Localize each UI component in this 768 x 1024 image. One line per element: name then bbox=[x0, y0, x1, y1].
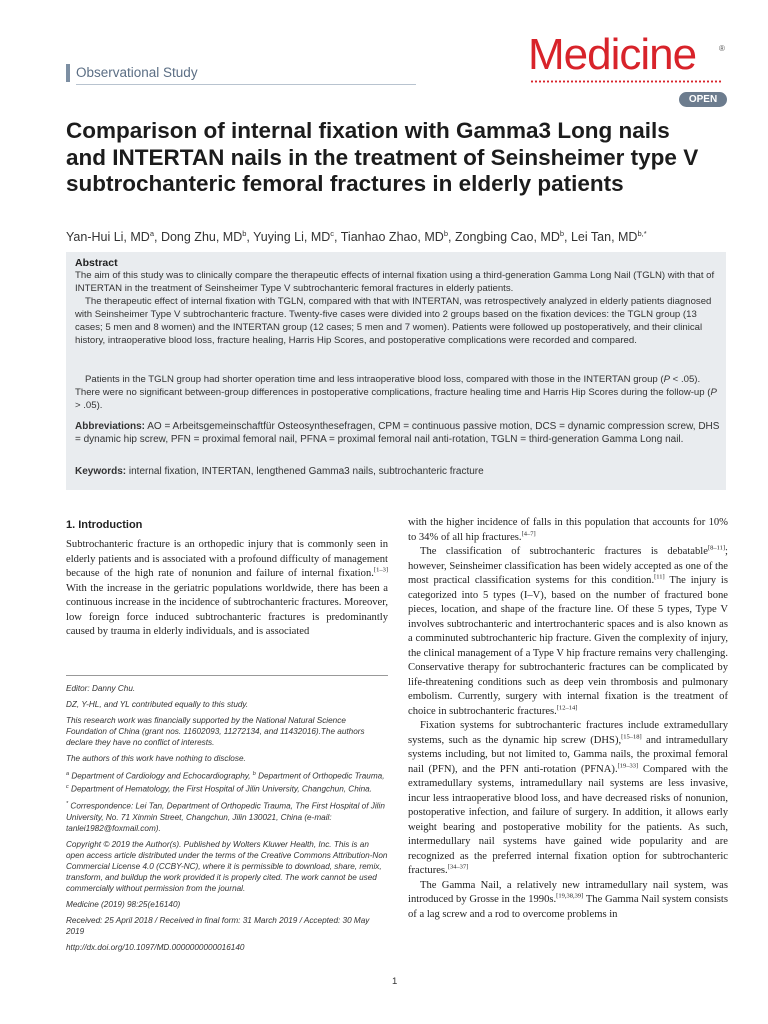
body-text: Fixation systems for subtrochanteric fractures include extramedullary systems, such as the dynamic hip screw (DHS), bbox=[408, 720, 728, 746]
keywords bbox=[75, 466, 725, 479]
footnote-dates: Received: 25 April 2018 / Received in final form: 31 March 2019 / Accepted: 30 May 2019 bbox=[66, 916, 370, 937]
abbreviations bbox=[75, 421, 725, 447]
article-title: Comparison of internal fixation with Gamma3 Long nails and INTERTAN nails in the treatment of Seinsheimer type V subtrochanteric femoral fractures in elderly patients bbox=[66, 118, 699, 196]
footnote-doi-link[interactable]: http://dx.doi.org/10.1097/MD.0000000000016140 bbox=[66, 943, 245, 953]
body-text: Compared with the extramedullary systems, intramedullary nail systems are less invasive, incur less intraoperative blood loss, and have decreased risks of nonunion, postoperative infection, and failure of surgery. In addition, it allows early weight bearing and postoperative mobility for the patients. As such, intermedullary nail systems have gained wide popularity and are recognized as the preferred internal fixation option for subtrochanteric fractures. bbox=[408, 763, 728, 876]
author-list: Yan-Hui Li, $MD^a$, Dong Zhu, $MD^b$, Yuying Li, $MD^c$, Tianhao Zhao, $MD^b$, Zongbing Cao, $MD^b$, Lei Tan, $MD^{b,*}$ bbox=[66, 229, 647, 245]
abstract-results-text: Patients in the TGLN group had shorter operation time and less intraoperative blood loss, compared with those in the INTERTAN group ( bbox=[85, 374, 664, 385]
section-label: Observational Study bbox=[76, 65, 198, 80]
abstract-paragraph-results bbox=[75, 374, 725, 413]
citation-ref[interactable]: [15–18] bbox=[621, 732, 642, 740]
body-text: and intramedullary systems including, but not limited to, Gamma nails, the proximal femoral nail (PFN), and the PFN anti-rotation (PFNA). bbox=[408, 734, 728, 775]
author: Yan-Hui Li, MD bbox=[66, 230, 150, 245]
section-heading-introduction: 1. Introduction bbox=[66, 519, 143, 531]
body-text: The injury is categorized into 5 types (I–V), based on the number of fractured bone pieces, location, and shape of the fracture line. Of these 5 types, Type V involves subtrochanteric and intertrochanteric spaces and is also known as a comminuted subtrochanteric hip fracture. Given the complexity of injury, the clinical management of a Type V hip fracture remains very challenging. Conservative therapy for subtrochanteric fractures can be complicated by life-threatening conditions such as deep vein thrombosis and pulmonary embolism. Currently, surgery with internal fixation is the treatment of choice in subtrochanteric fractures. bbox=[408, 575, 728, 717]
author: Yuying Li, MD bbox=[253, 230, 331, 245]
correspondence-text: Correspondence: Lei Tan, Department of Orthopedic Trauma, The First Hospital of Jilin University, No. 71 Xinmin Street, Changchun, Jilin 130021, China (e-mail: tanlei1982@foxmail.com). bbox=[66, 802, 385, 834]
logo-dotted-underline bbox=[530, 80, 722, 83]
body-text: with the higher incidence of falls in this population that accounts for 10% to 34% of all hip fractures. bbox=[408, 517, 728, 543]
body-paragraph bbox=[408, 545, 728, 719]
citation-ref[interactable]: [11] bbox=[654, 573, 665, 581]
citation-ref[interactable]: [8–11] bbox=[707, 544, 726, 552]
footnote-editor: Editor: Danny Chu. bbox=[66, 684, 136, 693]
logo-registered-mark: ® bbox=[719, 44, 725, 53]
abstract-results-text: < .05). There were no significant between-group differences in postoperative complications, fracture healing time and Harris Hip Scores during the follow-up ( bbox=[75, 374, 711, 398]
body-text: The classification of subtrochanteric fractures is debatable bbox=[420, 546, 708, 557]
author: Tianhao Zhao, MD bbox=[340, 230, 444, 245]
author-affiliation: b,* bbox=[637, 229, 647, 238]
open-access-badge: OPEN bbox=[679, 92, 727, 107]
author-affiliation: b bbox=[242, 229, 247, 238]
abstract-heading: Abstract bbox=[75, 257, 118, 269]
abstract-paragraph-methods: The therapeutic effect of internal fixation with TGLN, compared with that with INTERTAN, was retrospectively analyzed in elderly patients diagnosed with Seinsheimer Type V subtrochanteric fracture. Twenty-five cases were divided into 2 groups based on the fixation devices: the TGLN group (13 cases; 5 men and 8 women) and the INTERTAN group (12 cases; 5 men and 7 women). Patients were followed up postoperatively, and their clinical history, intraoperative blood loss, fracture healing, Harris Hip Scores, and postoperative complications were recorded and compared. bbox=[75, 296, 712, 346]
affiliation-text: Department of Cardiology and Echocardiography, bbox=[69, 771, 253, 781]
journal-logo: Medicine bbox=[528, 30, 697, 79]
page-number: 1 bbox=[392, 976, 398, 987]
footnote-citation: Medicine (2019) 98:25(e16140) bbox=[66, 900, 181, 910]
citation-ref[interactable]: [19–33] bbox=[617, 761, 639, 769]
introduction-paragraph-1 bbox=[66, 538, 388, 640]
body-text: The Gamma Nail system consists of a lag screw and a rod to overcome problems in bbox=[408, 894, 728, 920]
footnote-disclosure: The authors of this work have nothing to disclose. bbox=[66, 754, 246, 763]
citation-ref[interactable]: [34–37] bbox=[447, 863, 469, 871]
footnotes bbox=[66, 683, 388, 958]
author: Zongbing Cao, MD bbox=[454, 230, 560, 245]
footnote-contribution: DZ, Y-HL, and YL contributed equally to this study. bbox=[66, 700, 249, 709]
abbreviations-label: Abbreviations: bbox=[75, 421, 146, 432]
citation-ref[interactable]: [4–7] bbox=[521, 529, 536, 537]
footnote-divider bbox=[66, 675, 388, 676]
affiliation-marker: c bbox=[66, 783, 69, 790]
affiliation-marker: a bbox=[66, 771, 70, 777]
abstract-results-text: > .05). bbox=[75, 399, 103, 411]
section-label-bar bbox=[66, 64, 70, 82]
body-text: Subtrochanteric fracture is an orthopedic injury that is commonly seen in elderly patients and is associated with a profound difficulty of management because of the high rate of nonunion and failure of internal fixation. bbox=[66, 539, 388, 579]
body-text: ; however, Seinsheimer classification has been widely accepted as one of the most practical classification systems for this condition. bbox=[408, 546, 728, 586]
correspondence-marker: * bbox=[66, 801, 69, 808]
body-paragraph bbox=[408, 879, 728, 923]
citation-ref[interactable]: [19,38,39] bbox=[556, 892, 584, 900]
footnote-affiliations bbox=[66, 769, 388, 794]
body-text: With the increase in the geriatric populations worldwide, there has been a continuous increase in the incidence of subtrochanteric fractures. Moreover, low foreign force induced subtrochanteric fractures is predominantly caused by trauma in elderly individuals, and is associated bbox=[66, 582, 388, 637]
affiliation-marker: b bbox=[252, 771, 256, 777]
body-paragraph bbox=[408, 516, 728, 545]
affiliation-text: Department of Orthopedic Trauma, bbox=[255, 771, 385, 781]
affiliation-text: Department of Hematology, the First Hospital of Jilin University, Changchun, China. bbox=[68, 784, 372, 794]
author-affiliation: b bbox=[443, 229, 448, 238]
footnote-correspondence bbox=[66, 799, 388, 834]
citation-ref[interactable]: [12–14] bbox=[556, 703, 578, 711]
section-label-rule bbox=[76, 84, 416, 85]
right-column bbox=[408, 516, 728, 922]
author-affiliation: b bbox=[559, 229, 565, 238]
keywords-label: Keywords: bbox=[75, 466, 127, 477]
abbreviations-text: AO = Arbeitsgemeinschaftfür Osteosynthesefragen, CPM = continuous passive motion, DCS = dynamic compression screw, DHS = dynamic hip screw, PFN = proximal femoral nail, PFNA = proximal femoral nail anti-rotation, TGLN = third-generation Gamma Long nail. bbox=[75, 421, 720, 445]
author: Dong Zhu, MD bbox=[160, 230, 243, 245]
footnote-funding: This research work was financially supported by the National Natural Science Foundation of China (grant nos. 11602093, 11272134, and 11432016).The authors declare they have no conflict of interests. bbox=[66, 716, 365, 747]
p-value-symbol: P bbox=[663, 374, 671, 385]
author: Lei Tan, MD bbox=[570, 230, 638, 245]
body-text: The Gamma Nail, a relatively new intramedullary nail system, was introduced by Grosse in the 1990s. bbox=[408, 879, 728, 905]
footnote-copyright: Copyright © 2019 the Author(s). Published by Wolters Kluwer Health, Inc. This is an open access article distributed under the terms of the Creative Commons Attribution-Non Commercial License 4.0 (CCBY-NC), where it is permissible to download, share, remix, transform, and buildup the work provided it is properly cited. The work cannot be used commercially without permission from the journal. bbox=[66, 840, 388, 894]
author-affiliation: a bbox=[149, 229, 154, 238]
abstract-paragraph-aim: The aim of this study was to clinically compare the therapeutic effects of internal fixation using a third-generation Gamma Long Nail (TGLN) with that of INTERTAN in the treatment of Seinsheimer Type V subtrochanteric femoral fractures in elderly patients. bbox=[75, 270, 715, 294]
author-affiliation: c bbox=[330, 229, 335, 238]
citation-ref[interactable]: [1–3] bbox=[373, 566, 388, 574]
body-paragraph bbox=[408, 719, 728, 879]
p-value-symbol: P bbox=[710, 386, 717, 398]
keywords-text: internal fixation, INTERTAN, lengthened Gamma3 nails, subtrochanteric fracture bbox=[126, 466, 484, 477]
